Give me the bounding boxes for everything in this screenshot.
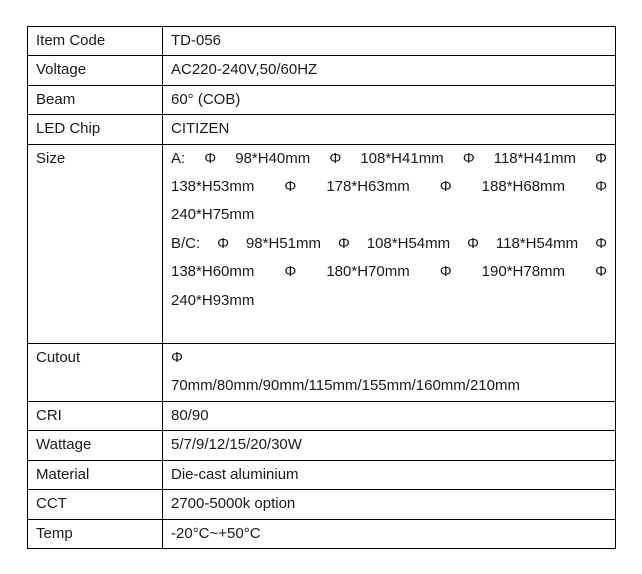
table-row <box>28 431 616 460</box>
cutout-line: 70mm/80mm/90mm/115mm/155mm/160mm/210mm <box>171 377 520 395</box>
row-value: 5/7/9/12/15/20/30W <box>163 431 616 460</box>
row-value: 2700-5000k option <box>163 490 616 519</box>
size-token: Φ 180*H70mm <box>284 263 410 281</box>
row-value: 60° (COB) <box>163 85 616 114</box>
table-row <box>28 56 616 85</box>
row-label: LED Chip <box>28 115 163 144</box>
row-label: Material <box>28 460 163 489</box>
row-label: Voltage <box>28 56 163 85</box>
row-value: -20°C~+50°C <box>163 519 616 548</box>
table-row <box>28 144 616 343</box>
size-token: 240*H93mm <box>171 291 255 309</box>
size-token: Φ 108*H41mm <box>329 149 444 167</box>
table-row <box>28 460 616 489</box>
size-token: Φ 108*H54mm <box>337 234 451 252</box>
size-token: Φ 188*H68mm <box>439 178 566 196</box>
size-line <box>171 173 607 201</box>
row-value: Die-cast aluminium <box>163 460 616 489</box>
row-value: CITIZEN <box>163 115 616 144</box>
size-token: Φ <box>595 149 608 167</box>
row-value: AC220-240V,50/60HZ <box>163 56 616 85</box>
row-label: CCT <box>28 490 163 519</box>
row-label: Item Code <box>28 27 163 56</box>
table-row <box>28 115 616 144</box>
size-token: Φ <box>595 178 608 196</box>
size-token: Φ 118*H41mm <box>462 149 576 167</box>
row-label: Size <box>28 144 163 343</box>
blank-line <box>171 315 607 343</box>
size-token: B/C: <box>171 234 201 252</box>
row-label: Wattage <box>28 431 163 460</box>
size-line <box>171 230 607 258</box>
size-line <box>171 258 607 286</box>
row-value: TD-056 <box>163 27 616 56</box>
row-value: 80/90 <box>163 401 616 430</box>
table-row <box>28 401 616 430</box>
size-token: Φ 178*H63mm <box>284 178 410 196</box>
row-label: Temp <box>28 519 163 548</box>
table-row <box>28 344 616 402</box>
size-token: Φ 98*H51mm <box>217 234 321 252</box>
size-token: 138*H53mm <box>171 178 255 196</box>
size-token: Φ 118*H54mm <box>467 234 579 252</box>
cutout-value <box>163 344 616 402</box>
size-value <box>163 144 616 343</box>
size-token: Φ 190*H78mm <box>439 263 566 281</box>
size-token: 138*H60mm <box>171 263 255 281</box>
spec-table <box>27 26 616 549</box>
table-row <box>28 85 616 114</box>
row-label: Cutout <box>28 344 163 402</box>
size-line <box>171 287 607 315</box>
cutout-line: Φ <box>171 349 183 367</box>
size-line <box>171 145 607 173</box>
size-token: 240*H75mm <box>171 206 255 224</box>
table-row <box>28 490 616 519</box>
size-token: Φ 98*H40mm <box>204 149 311 167</box>
size-token: Φ <box>595 234 608 252</box>
size-token: A: <box>171 149 186 167</box>
table-row <box>28 519 616 548</box>
row-label: Beam <box>28 85 163 114</box>
table-row <box>28 27 616 56</box>
size-token: Φ <box>595 263 608 281</box>
size-line <box>171 201 607 229</box>
row-label: CRI <box>28 401 163 430</box>
